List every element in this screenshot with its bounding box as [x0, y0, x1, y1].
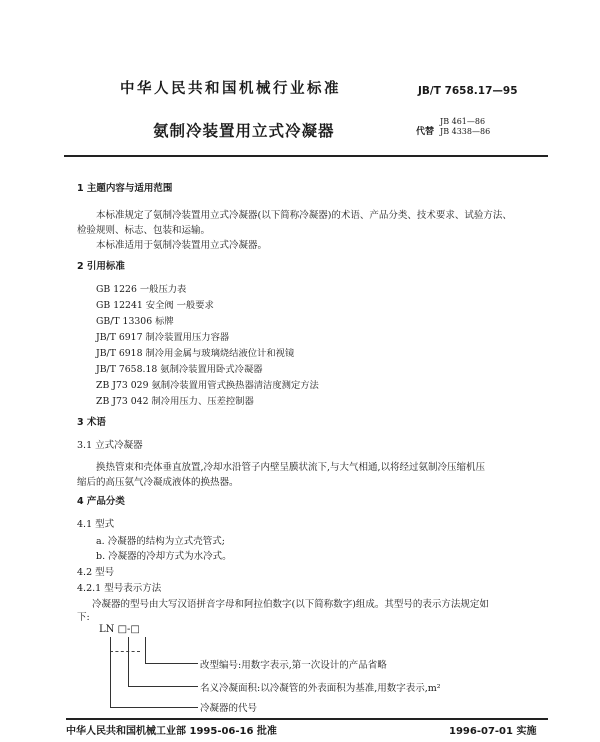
- replaces-label: 代替: [416, 127, 435, 137]
- reference-code: JB/T 7658.18: [96, 364, 158, 375]
- reference-item: [96, 297, 214, 311]
- reference-code: ZB J73 029: [96, 380, 149, 391]
- bracket-line: [110, 707, 198, 708]
- reference-item: [96, 329, 229, 343]
- replaced-standard: JB 4338—86: [440, 127, 491, 136]
- reference-item: [96, 377, 319, 391]
- reference-title: 制冷用压力、压差控制器: [151, 396, 254, 407]
- section-3-heading: 3 术语: [77, 417, 106, 428]
- section-3-1-paragraph-cont: 缩后的高压氨气冷凝成液体的换热器。: [77, 477, 239, 488]
- org-title: 中华人民共和国机械行业标准: [120, 81, 341, 97]
- reference-title: 一般压力表: [139, 284, 187, 295]
- effective-date: 1996-07-01 实施: [449, 726, 537, 737]
- reference-item: [96, 393, 254, 407]
- section-3-1-heading: 3.1 立式冷凝器: [77, 440, 143, 451]
- reference-code: JB/T 6918: [96, 348, 143, 359]
- section-1-heading: 1 主题内容与适用范围: [77, 183, 173, 194]
- reference-title: 制冷装置用压力容器: [145, 332, 230, 343]
- section-4-1-item-a: a. 冷凝器的结构为立式壳管式;: [96, 536, 225, 547]
- section-4-heading: 4 产品分类: [77, 496, 125, 507]
- reference-item: [96, 313, 174, 327]
- bracket-line: [145, 663, 198, 664]
- footer-divider: [66, 718, 548, 720]
- model-label-code: 冷凝器的代号: [200, 703, 258, 714]
- section-4-2-1-heading: 4.2.1 型号表示方法: [77, 583, 162, 594]
- section-4-2-heading: 4.2 型号: [77, 567, 115, 578]
- reference-title: 安全阀 一般要求: [145, 300, 214, 311]
- section-4-2-1-paragraph-cont: 下:: [77, 612, 90, 623]
- reference-item: [96, 361, 263, 375]
- standard-number: JB/T 7658.17—95: [418, 85, 518, 97]
- section-1-paragraph-cont: 检验规则、标志、包装和运输。: [77, 225, 211, 236]
- bracket-line: [145, 637, 146, 663]
- section-1-paragraph: 本标准规定了氨制冷装置用立式冷凝器(以下简称冷凝器)的术语、产品分类、技术要求、试验方法、: [96, 210, 512, 221]
- header-divider: [64, 155, 548, 157]
- section-2-heading: 2 引用标准: [77, 261, 125, 272]
- model-code: LN □-□: [99, 624, 140, 635]
- reference-code: GB/T 13306: [96, 316, 153, 327]
- reference-code: GB 1226: [96, 284, 137, 295]
- reference-code: GB 12241: [96, 300, 143, 311]
- reference-title: 制冷用金属与玻璃烧结液位计和视镜: [145, 348, 295, 359]
- reference-code: JB/T 6917: [96, 332, 143, 343]
- dash-line: [110, 651, 140, 652]
- bracket-line: [128, 686, 198, 687]
- bracket-line: [110, 637, 111, 707]
- section-4-1-item-b: b. 冷凝器的冷却方式为水冷式。: [96, 551, 232, 562]
- section-4-1-heading: 4.1 型式: [77, 519, 115, 530]
- reference-code: ZB J73 042: [96, 396, 149, 407]
- section-3-1-paragraph: 换热管束和壳体垂直放置,冷却水沿管子内壁呈膜状流下,与大气相通,以将经过氨制冷压缩机压: [96, 462, 486, 473]
- reference-item: [96, 345, 294, 359]
- section-1-scope: 本标准适用于氨制冷装置用立式冷凝器。: [96, 240, 268, 251]
- bracket-line: [128, 637, 129, 686]
- model-label-revision: 改型编号:用数字表示,第一次设计的产品省略: [200, 660, 387, 671]
- reference-title: 氨制冷装置用管式换热器清洁度测定方法: [151, 380, 319, 391]
- document-title: 氨制冷装置用立式冷凝器: [153, 122, 335, 140]
- reference-title: 氨制冷装置用卧式冷凝器: [160, 364, 263, 375]
- reference-item: [96, 281, 186, 295]
- section-4-2-1-paragraph: 冷凝器的型号由大写汉语拼音字母和阿拉伯数字(以下简称数字)组成。其型号的表示方法规定如: [92, 599, 489, 610]
- reference-title: 标牌: [155, 316, 174, 327]
- replaced-standard: JB 461—86: [440, 117, 486, 126]
- model-label-area: 名义冷凝面积:以冷凝管的外表面积为基准,用数字表示,m²: [200, 683, 441, 694]
- approval-date: 中华人民共和国机械工业部 1995-06-16 批准: [66, 726, 277, 737]
